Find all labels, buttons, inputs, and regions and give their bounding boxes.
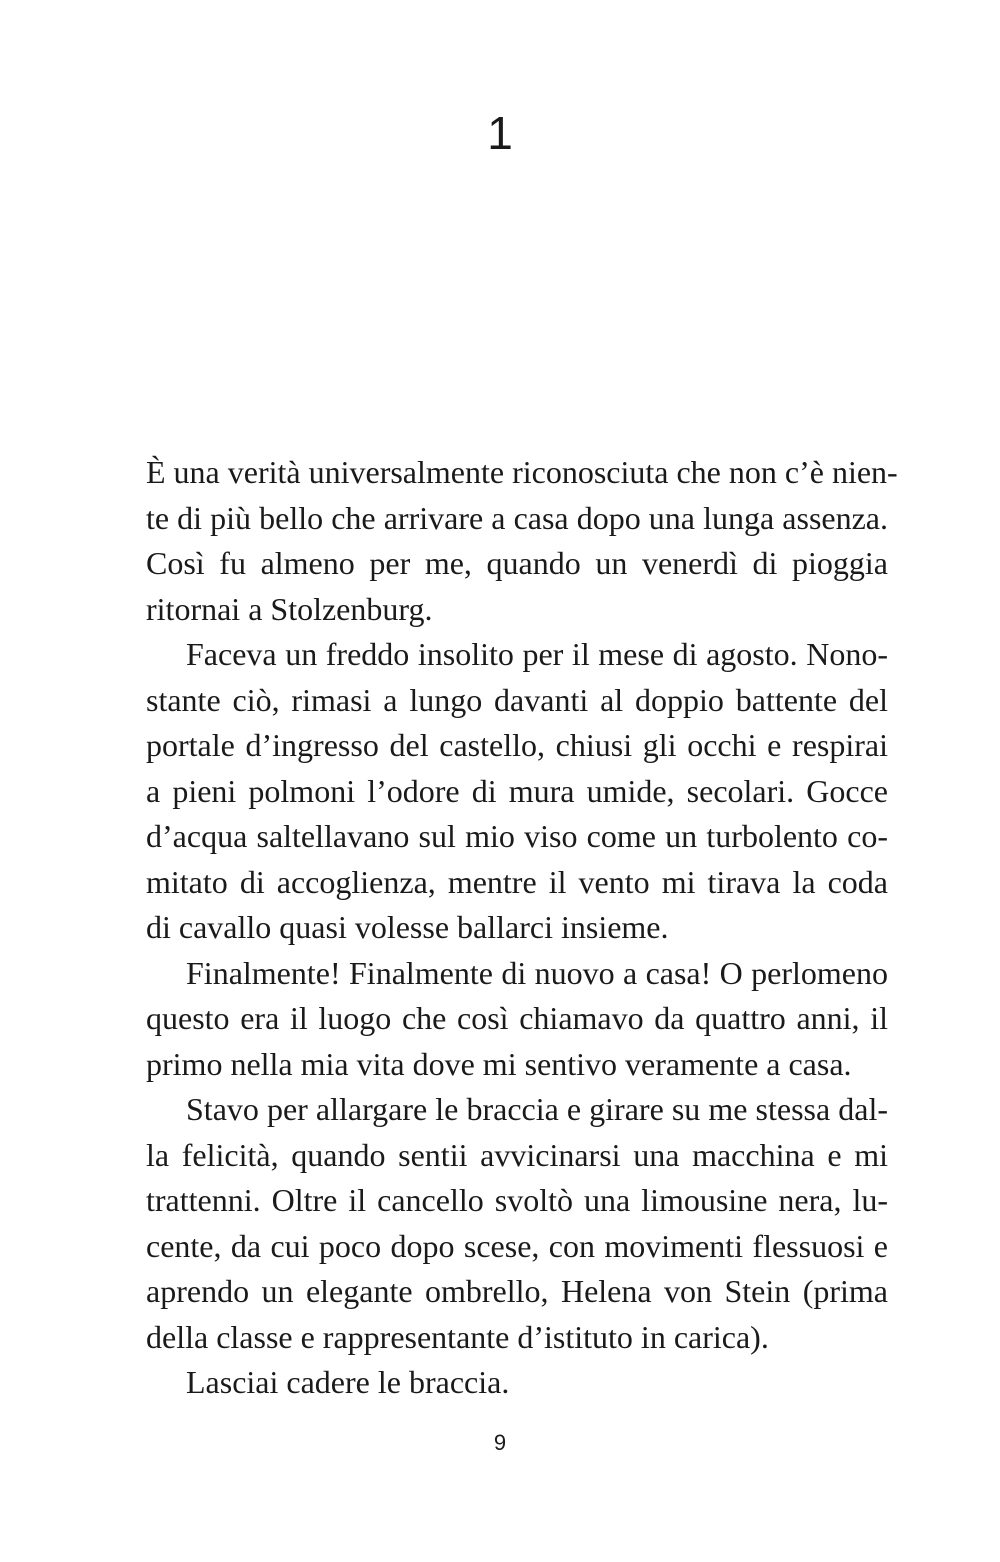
paragraph: [146, 1087, 888, 1360]
text-line: aprendo un elegante ombrello, Helena von Stein (prima: [146, 1273, 888, 1309]
paragraph: [146, 951, 888, 1088]
paragraph: [146, 632, 888, 951]
text-line: trattenni. Oltre il cancello svoltò una limousine nera, lu-: [146, 1182, 888, 1218]
text-line: Così fu almeno per me, quando un venerdì di pioggia: [146, 545, 888, 581]
text-line: primo nella mia vita dove mi sentivo veramente a casa.: [146, 1045, 852, 1082]
text-line: questo era il luogo che così chiamavo da quattro anni, il: [146, 1000, 888, 1036]
text-line: Stavo per allargare le braccia e girare su me stessa dal-: [186, 1091, 888, 1127]
text-line: la felicità, quando sentii avvicinarsi una macchina e mi: [146, 1136, 888, 1173]
text-line: di cavallo quasi volesse ballarci insieme.: [146, 909, 669, 945]
text-line: d’acqua saltellavano sul mio viso come un turbolento co-: [146, 818, 888, 854]
text-line: stante ciò, rimasi a lungo davanti al doppio battente del: [146, 681, 888, 718]
text-line: a pieni polmoni l’odore di mura umide, secolari. Gocce: [146, 772, 888, 809]
paragraph: [146, 1360, 888, 1406]
text-line: ritornai a Stolzenburg.: [146, 590, 433, 627]
chapter-number: 1: [487, 107, 513, 159]
text-line: portale d’ingresso del castello, chiusi gli occhi e respirai: [146, 727, 888, 763]
text-line: Lasciai cadere le braccia.: [186, 1364, 510, 1400]
text-line: Finalmente! Finalmente di nuovo a casa! O perlomeno: [186, 954, 888, 991]
text-line: mitato di accoglienza, mentre il vento mi tirava la coda: [146, 863, 888, 900]
text-line: cente, da cui poco dopo scese, con movimenti flessuosi e: [146, 1227, 888, 1264]
text-line: della classe e rappresentante d’istituto in carica).: [146, 1318, 769, 1355]
text-line: te di più bello che arrivare a casa dopo una lunga assenza.: [146, 499, 888, 536]
page-number: 9: [493, 1430, 507, 1455]
body-text: [146, 450, 898, 1406]
paragraph: [146, 450, 898, 632]
text-line: È una verità universalmente riconosciuta che non c’è nien-: [146, 454, 898, 490]
text-line: Faceva un freddo insolito per il mese di agosto. Nono-: [186, 636, 888, 672]
